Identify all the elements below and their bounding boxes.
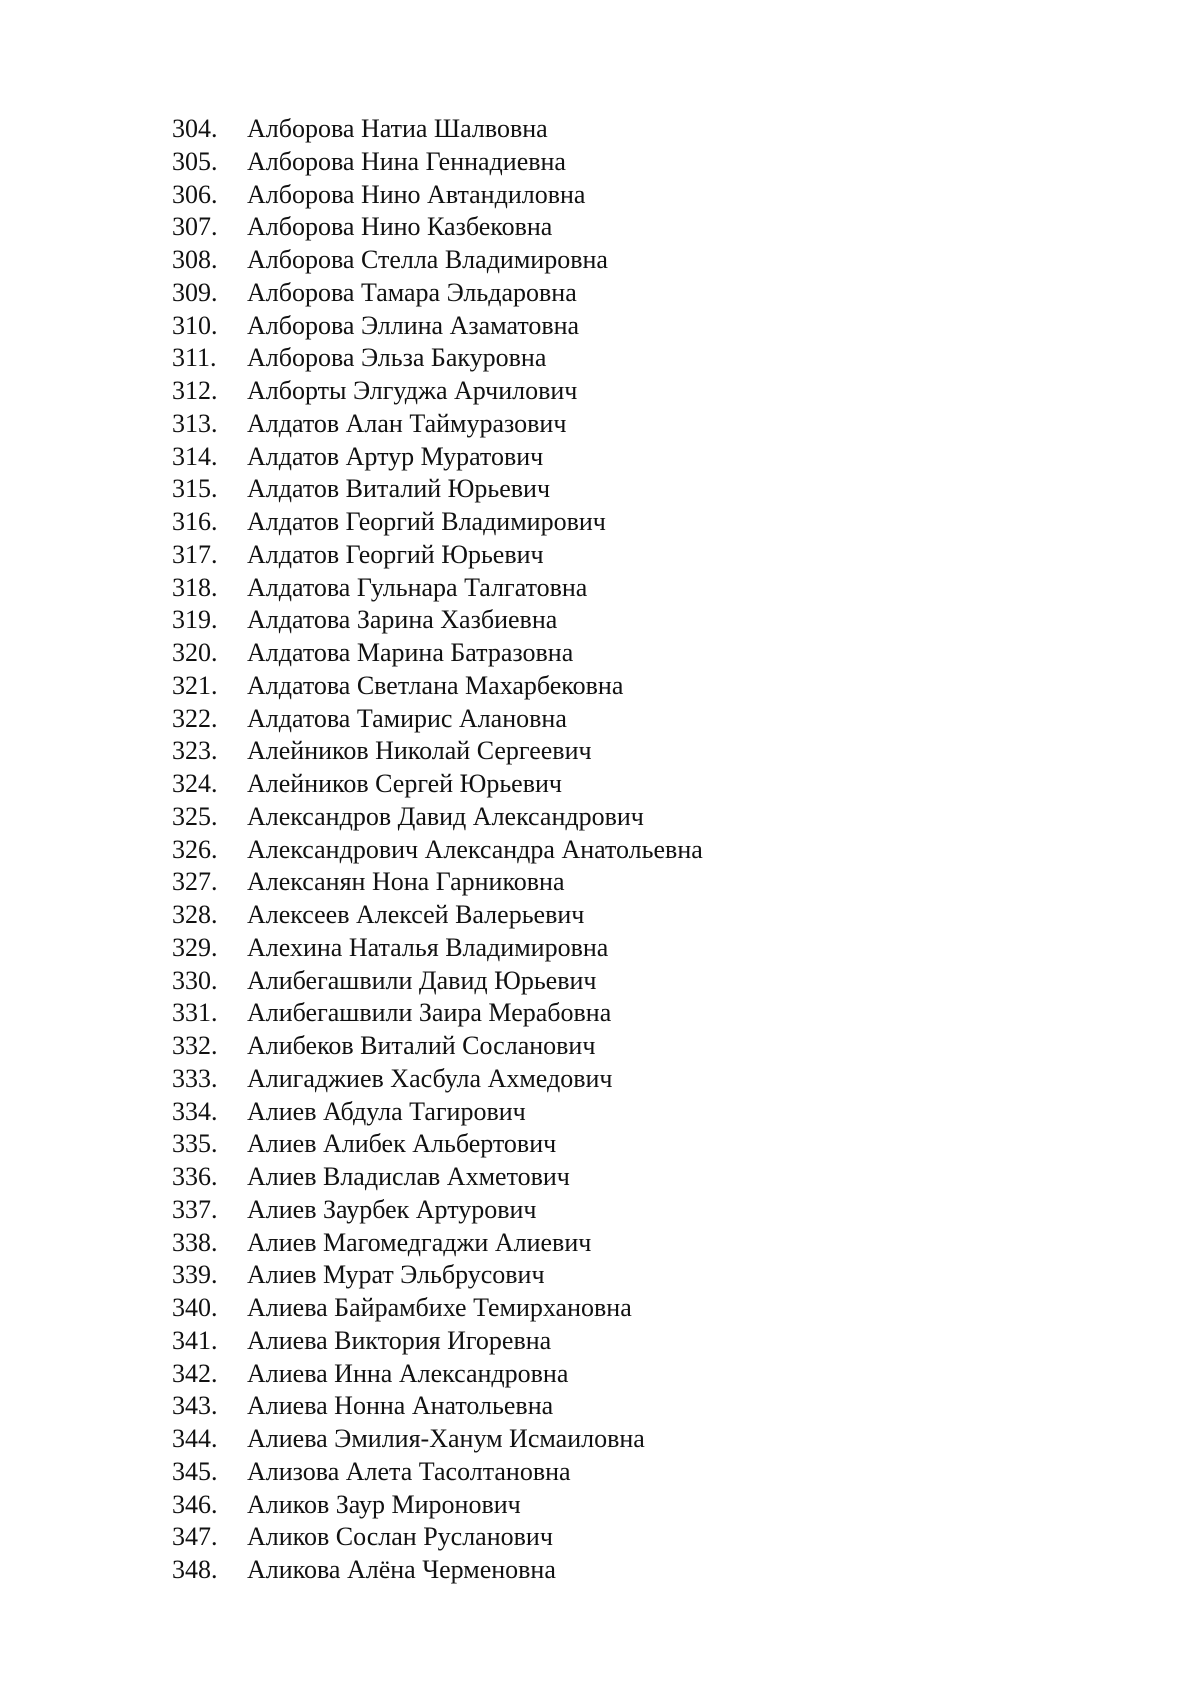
entry-number: 313. — [172, 408, 218, 438]
entry-number: 325. — [172, 801, 218, 831]
entry-number: 321. — [172, 670, 218, 700]
entry-number: 319. — [172, 605, 218, 635]
list-item — [172, 179, 703, 212]
entry-number: 309. — [172, 277, 218, 307]
entry-name: Алдатов Георгий Владимирович — [247, 507, 606, 536]
entry-number: 323. — [172, 736, 218, 766]
entry-name: Алборова Эллина Азаматовна — [247, 310, 580, 340]
list-item — [172, 1161, 703, 1194]
entry-name: Алексанян Нона Гарниковна — [247, 867, 565, 897]
entry-number: 341. — [172, 1325, 218, 1355]
list-item — [172, 1063, 703, 1096]
entry-name: Алборова Тамара Эльдаровна — [247, 277, 577, 307]
entry-number: 310. — [172, 310, 218, 340]
list-item — [172, 342, 703, 375]
list-item — [172, 1358, 703, 1391]
list-item — [172, 1030, 703, 1063]
entry-number: 339. — [172, 1260, 218, 1290]
entry-number: 324. — [172, 769, 218, 798]
entry-name: Алдатова Зарина Хазбиевна — [247, 605, 558, 635]
list-item — [172, 211, 703, 244]
entry-name: Алборова Натиа Шалвовна — [247, 114, 548, 143]
entry-name: Александрович Александра Анатольевна — [247, 834, 703, 864]
entry-number: 312. — [172, 376, 218, 405]
entry-name: Алдатова Гульнара Талгатовна — [247, 572, 588, 602]
entry-number: 320. — [172, 638, 218, 667]
entry-name: Алиева Байрамбихе Темирхановна — [247, 1293, 632, 1322]
entry-name: Аликов Заур Миронович — [247, 1489, 521, 1519]
entry-number: 345. — [172, 1456, 218, 1486]
entry-name: Аликов Сослан Русланович — [247, 1522, 553, 1552]
list-item — [172, 801, 703, 834]
entry-name: Алехина Наталья Владимировна — [247, 932, 609, 962]
list-item — [172, 1194, 703, 1227]
entry-name: Алиев Владислав Ахметович — [247, 1162, 570, 1191]
list-item — [172, 539, 703, 572]
entry-name: Алборты Элгуджа Арчилович — [247, 376, 578, 405]
list-item — [172, 670, 703, 703]
entry-number: 318. — [172, 572, 218, 602]
list-item — [172, 1325, 703, 1358]
entry-name: Алиев Мурат Эльбрусович — [247, 1260, 545, 1290]
entry-name: Алиева Нонна Анатольевна — [247, 1391, 554, 1421]
list-item — [172, 310, 703, 343]
list-item — [172, 1554, 703, 1587]
entry-name: Алборова Стелла Владимировна — [247, 245, 608, 274]
entry-number: 316. — [172, 507, 218, 536]
entry-name: Алборова Нино Казбековна — [247, 212, 553, 242]
entry-name: Алдатова Марина Батразовна — [247, 638, 574, 667]
list-item — [172, 965, 703, 998]
entry-number: 337. — [172, 1194, 218, 1224]
list-item — [172, 113, 703, 146]
entry-name: Алибегашвили Давид Юрьевич — [247, 965, 597, 995]
entry-number: 334. — [172, 1096, 218, 1126]
entry-name: Алейников Сергей Юрьевич — [247, 769, 562, 798]
list-item — [172, 375, 703, 408]
list-item — [172, 637, 703, 670]
list-item — [172, 834, 703, 867]
entry-number: 317. — [172, 539, 218, 569]
entry-number: 308. — [172, 245, 218, 274]
list-item — [172, 277, 703, 310]
entry-name: Алборова Нина Геннадиевна — [247, 146, 566, 176]
entry-number: 347. — [172, 1522, 218, 1552]
entry-number: 343. — [172, 1391, 218, 1421]
list-item — [172, 899, 703, 932]
list-item — [172, 1128, 703, 1161]
entry-name: Алборова Эльза Бакуровна — [247, 343, 547, 373]
entry-number: 311. — [172, 343, 217, 373]
list-item — [172, 244, 703, 277]
list-item — [172, 1390, 703, 1423]
entry-number: 328. — [172, 900, 218, 929]
entry-number: 330. — [172, 965, 218, 995]
list-item — [172, 604, 703, 637]
list-item — [172, 1227, 703, 1260]
entry-number: 333. — [172, 1063, 218, 1093]
list-item — [172, 703, 703, 736]
entry-name: Аликова Алёна Черменовна — [247, 1555, 556, 1584]
entry-number: 340. — [172, 1293, 218, 1322]
entry-name: Ализова Алета Тасолтановна — [247, 1456, 571, 1486]
entry-name: Алибегашвили Заира Мерабовна — [247, 998, 612, 1028]
entry-name: Алексеев Алексей Валерьевич — [247, 900, 585, 929]
entry-number: 315. — [172, 474, 218, 504]
name-list — [172, 113, 703, 1587]
list-item — [172, 1423, 703, 1456]
entry-name: Алдатов Виталий Юрьевич — [247, 474, 551, 504]
list-item — [172, 932, 703, 965]
entry-name: Алдатова Светлана Махарбековна — [247, 670, 624, 700]
list-item — [172, 408, 703, 441]
entry-name: Алиев Алибек Альбертович — [247, 1129, 557, 1159]
list-item — [172, 1489, 703, 1522]
entry-name: Алиев Абдула Тагирович — [247, 1096, 526, 1126]
entry-number: 307. — [172, 212, 218, 242]
entry-name: Алиева Эмилия-Ханум Исмаиловна — [247, 1424, 645, 1453]
entry-name: Алибеков Виталий Сосланович — [247, 1031, 596, 1060]
list-item — [172, 473, 703, 506]
entry-name: Алиева Виктория Игоревна — [247, 1325, 552, 1355]
entry-number: 336. — [172, 1162, 218, 1191]
entry-name: Алдатова Тамирис Алановна — [247, 703, 567, 733]
entry-name: Алиев Заурбек Артурович — [247, 1194, 537, 1224]
entry-name: Алейников Николай Сергеевич — [247, 736, 592, 766]
list-item — [172, 146, 703, 179]
entry-number: 304. — [172, 114, 218, 143]
entry-name: Алдатов Георгий Юрьевич — [247, 539, 544, 569]
entry-name: Алдатов Артур Муратович — [247, 441, 544, 471]
entry-number: 314. — [172, 441, 218, 471]
list-item — [172, 506, 703, 539]
entry-number: 338. — [172, 1227, 218, 1257]
entry-name: Алиев Магомедгаджи Алиевич — [247, 1227, 592, 1257]
entry-number: 335. — [172, 1129, 218, 1159]
entry-number: 332. — [172, 1031, 218, 1060]
entry-number: 329. — [172, 932, 218, 962]
entry-name: Александров Давид Александрович — [247, 801, 644, 831]
entry-number: 331. — [172, 998, 218, 1028]
list-item — [172, 866, 703, 899]
entry-number: 346. — [172, 1489, 218, 1519]
list-item — [172, 997, 703, 1030]
list-item — [172, 572, 703, 605]
entry-name: Алборова Нино Автандиловна — [247, 179, 586, 209]
list-item — [172, 441, 703, 474]
list-item — [172, 1521, 703, 1554]
entry-number: 348. — [172, 1555, 218, 1584]
list-item — [172, 1292, 703, 1325]
entry-number: 327. — [172, 867, 218, 897]
entry-number: 342. — [172, 1358, 218, 1388]
entry-name: Алиева Инна Александровна — [247, 1358, 569, 1388]
list-item — [172, 768, 703, 801]
entry-number: 306. — [172, 179, 218, 209]
entry-number: 326. — [172, 834, 218, 864]
list-item — [172, 735, 703, 768]
list-item — [172, 1259, 703, 1292]
entry-name: Алигаджиев Хасбула Ахмедович — [247, 1063, 613, 1093]
entry-name: Алдатов Алан Таймуразович — [247, 408, 567, 438]
list-item — [172, 1096, 703, 1129]
entry-number: 305. — [172, 146, 218, 176]
list-item — [172, 1456, 703, 1489]
entry-number: 344. — [172, 1424, 218, 1453]
entry-number: 322. — [172, 703, 218, 733]
